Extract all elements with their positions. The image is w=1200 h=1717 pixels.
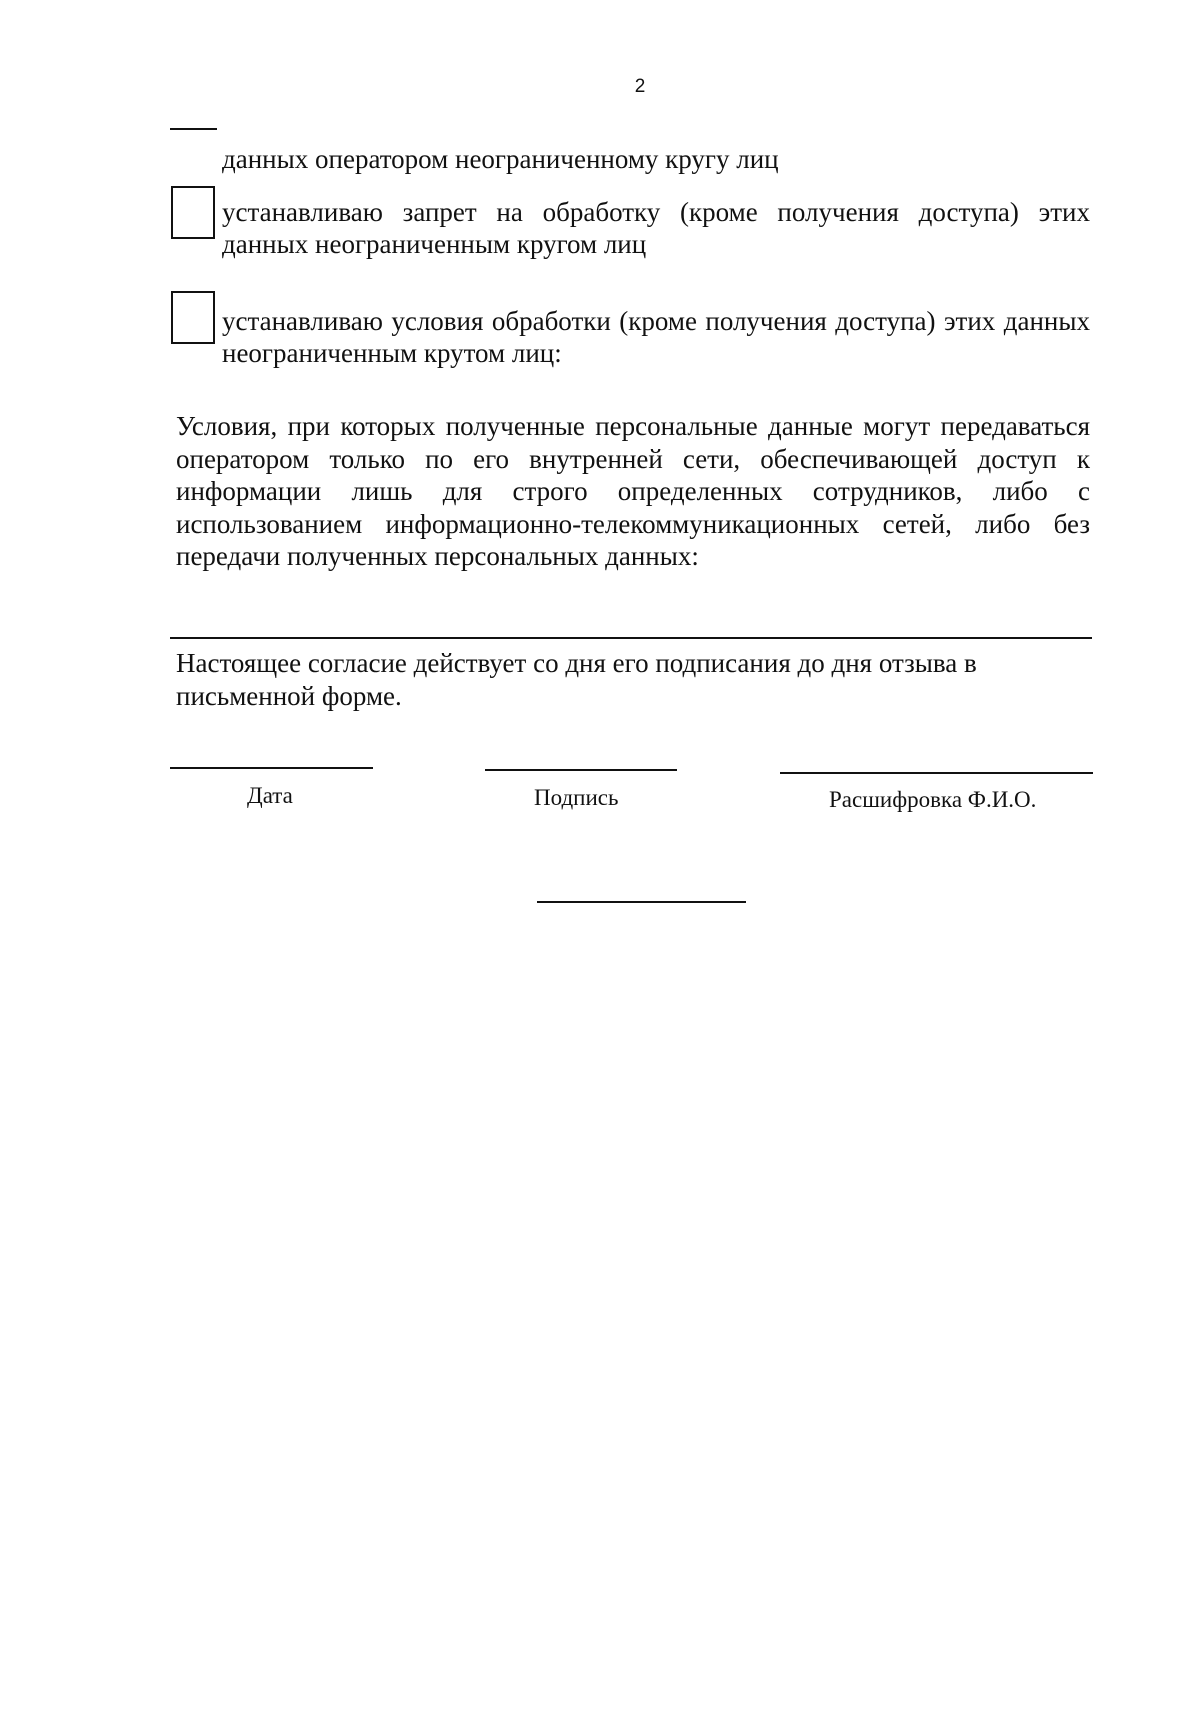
prohibit-processing-text: устанавливаю запрет на обработку (кроме получения доступа) этих данных неограниченным кругом лиц xyxy=(222,197,1090,259)
validity-line-1: Настоящее согласие действует со дня его подписания до дня отзыва в xyxy=(176,648,977,678)
date-fill-line[interactable] xyxy=(170,767,373,769)
signature-fill-line[interactable] xyxy=(485,769,677,771)
set-conditions-checkbox[interactable] xyxy=(171,291,215,344)
name-fill-line[interactable] xyxy=(780,772,1093,774)
prohibit-processing-checkbox[interactable] xyxy=(171,186,215,239)
transfer-conditions-paragraph: Условия, при которых полученные персональные данные могут передаваться оператором только по его внутренней сети, обеспечивающей доступ к информации лишь для строго определенных сотрудников, либо с использованием информационно-телекоммуникационных сетей, либо без передачи полученных персональных данных: xyxy=(176,411,1090,571)
signature-label: Подпись xyxy=(534,785,619,810)
set-conditions-text: устанавливаю условия обработки (кроме получения доступа) этих данных неограниченным крутом лиц: xyxy=(222,306,1090,368)
validity-line-2: письменной форме. xyxy=(176,681,402,711)
previous-option-continuation: данных оператором неограниченному кругу лиц xyxy=(222,144,779,174)
option-checkbox-bottom-edge xyxy=(170,128,217,130)
page-number: 2 xyxy=(634,76,646,97)
validity-statement xyxy=(176,647,1076,713)
conditions-fill-line[interactable] xyxy=(170,637,1092,639)
date-label: Дата xyxy=(247,783,293,808)
closing-separator xyxy=(537,901,746,903)
full-name-label: Расшифровка Ф.И.О. xyxy=(829,787,1037,812)
